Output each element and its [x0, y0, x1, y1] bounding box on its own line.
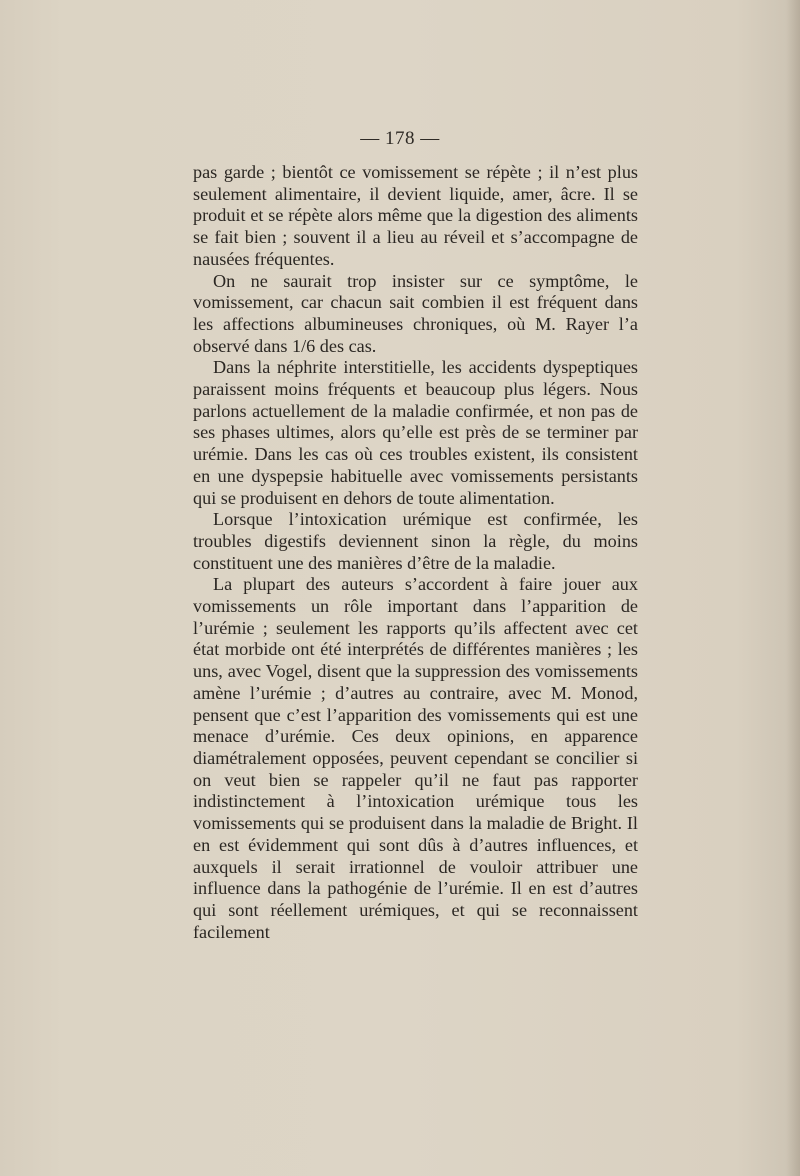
paragraph-2: On ne saurait trop insister sur ce symptôme, le vomissement, car chacun sait combien il est fréquent dans les affections albumineuses chroniques, où M. Rayer l’a observé dans 1/6 des cas.	[193, 270, 638, 356]
page-edge-shadow	[786, 0, 800, 1176]
paragraph-4: Lorsque l’intoxication urémique est confirmée, les troubles digestifs deviennent sinon la règle, du moins constituent une des manières d’être de la maladie.	[193, 509, 638, 573]
page-number-header: — 178 —	[360, 128, 440, 149]
body-text	[193, 162, 638, 943]
paragraph-1: pas garde ; bientôt ce vomissement se répète ; il n’est plus seulement alimentaire, il devient liquide, amer, âcre. Il se produit et se répète alors même que la digestion des aliments se fait bien ; souvent il a lieu au réveil et s’accompagne de nausées fréquentes.	[193, 162, 638, 269]
paragraph-3: Dans la néphrite interstitielle, les accidents dyspeptiques paraissent moins fréquents et beaucoup plus légers. Nous parlons actuellement de la maladie confirmée, et non pas de ses phases ultimes, alors qu’elle est près de se terminer par urémie. Dans les cas où ces troubles existent, ils consistent en une dyspepsie habituelle avec vomissements persistants qui se produisent en dehors de toute alimentation.	[193, 357, 638, 508]
paragraph-5: La plupart des auteurs s’accordent à faire jouer aux vomissements un rôle important dans l’apparition de l’urémie ; seulement les rapports qu’ils affectent avec cet état morbide ont été interprétés de différentes manières ; les uns, avec Vogel, disent que la suppression des vomissements amène l’urémie ; d’autres au contraire, avec M. Monod, pensent que c’est l’apparition des vomissements qui est une menace d’urémie. Ces deux opinions, en apparence diamétralement opposées, peuvent cependant se concilier si on veut bien se rappeler qu’il ne faut pas rapporter indistinctement à l’intoxication urémique tous les vomissements qui se produisent dans la maladie de Bright. Il en est évidemment qui sont dûs à d’autres influences, et auxquels il serait irrationnel de vouloir attribuer une influence dans la pathogénie de l’urémie. Il en est d’autres qui sont réellement urémiques, et qui se reconnaissent facilement	[193, 574, 638, 942]
